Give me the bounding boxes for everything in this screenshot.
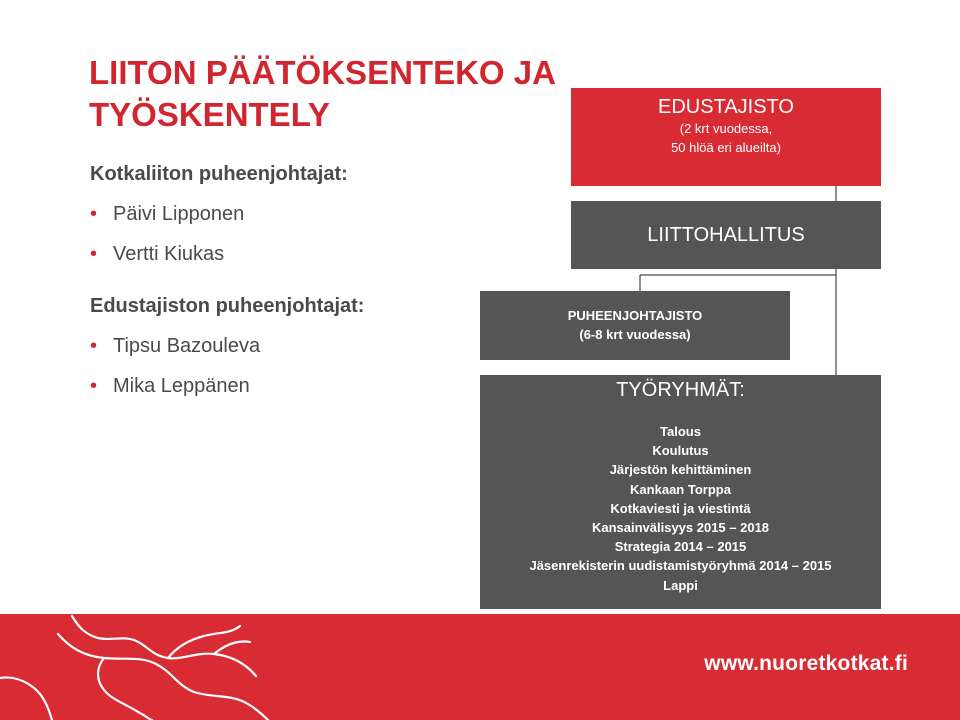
group-edustajisto [90, 292, 470, 400]
chairpersons-list [90, 160, 470, 400]
node-subtitle-line-2: 50 hlöä eri alueilta) [671, 140, 781, 155]
person-name: Mika Leppänen [113, 375, 250, 397]
node-liittohallitus [571, 201, 881, 269]
list-item: Koulutus [652, 443, 709, 459]
node-title: LIITTOHALLITUS [647, 224, 805, 246]
bullet-icon: • [90, 243, 98, 265]
working-groups-list [480, 422, 881, 595]
slide-title-line-1: LIITON PÄÄTÖKSENTEKO JA [89, 54, 556, 91]
bullet-icon: • [90, 203, 98, 225]
person-name: Tipsu Bazouleva [113, 335, 261, 357]
node-title: TYÖRYHMÄT: [616, 379, 745, 401]
bullet-icon: • [90, 375, 98, 397]
list-item: Talous [660, 424, 701, 439]
node-subtitle-line-1: (2 krt vuodessa, [679, 121, 773, 136]
slide-title-line-2: TYÖSKENTELY [89, 96, 330, 133]
node-edustajisto [571, 88, 881, 186]
list-item [90, 372, 470, 400]
node-subtitle: (6-8 krt vuodessa) [579, 327, 691, 342]
bullet-icon: • [90, 335, 98, 357]
list-item: Kankaan Torppa [630, 481, 731, 497]
list-item: Lappi [663, 577, 698, 593]
website-link[interactable]: www.nuoretkotkat.fi [704, 652, 908, 675]
list-item: Strategia 2014 – 2015 [614, 539, 747, 555]
person-name: Päivi Lipponen [113, 203, 245, 225]
person-name: Vertti Kiukas [113, 243, 225, 265]
node-title: EDUSTAJISTO [658, 96, 794, 118]
node-puheenjohtajisto [480, 291, 790, 360]
group-heading: Kotkaliiton puheenjohtajat: [90, 163, 348, 185]
list-item: Kotkaviesti ja viestintä [610, 500, 751, 516]
list-item: Järjestön kehittäminen [609, 462, 752, 478]
footer-banner [0, 614, 960, 720]
list-item [90, 240, 470, 268]
list-item: Jäsenrekisterin uudistamistyöryhmä 2014 – 2015 [529, 558, 832, 574]
slide-title [89, 52, 649, 136]
list-item: Kansainvälisyys 2015 – 2018 [591, 520, 770, 536]
node-tyoryhmat [480, 375, 881, 609]
group-heading: Edustajiston puheenjohtajat: [90, 295, 365, 317]
node-title: PUHEENJOHTAJISTO [567, 308, 703, 323]
group-kotkaliitto [90, 160, 470, 268]
list-item [90, 332, 470, 360]
list-item [90, 200, 470, 228]
